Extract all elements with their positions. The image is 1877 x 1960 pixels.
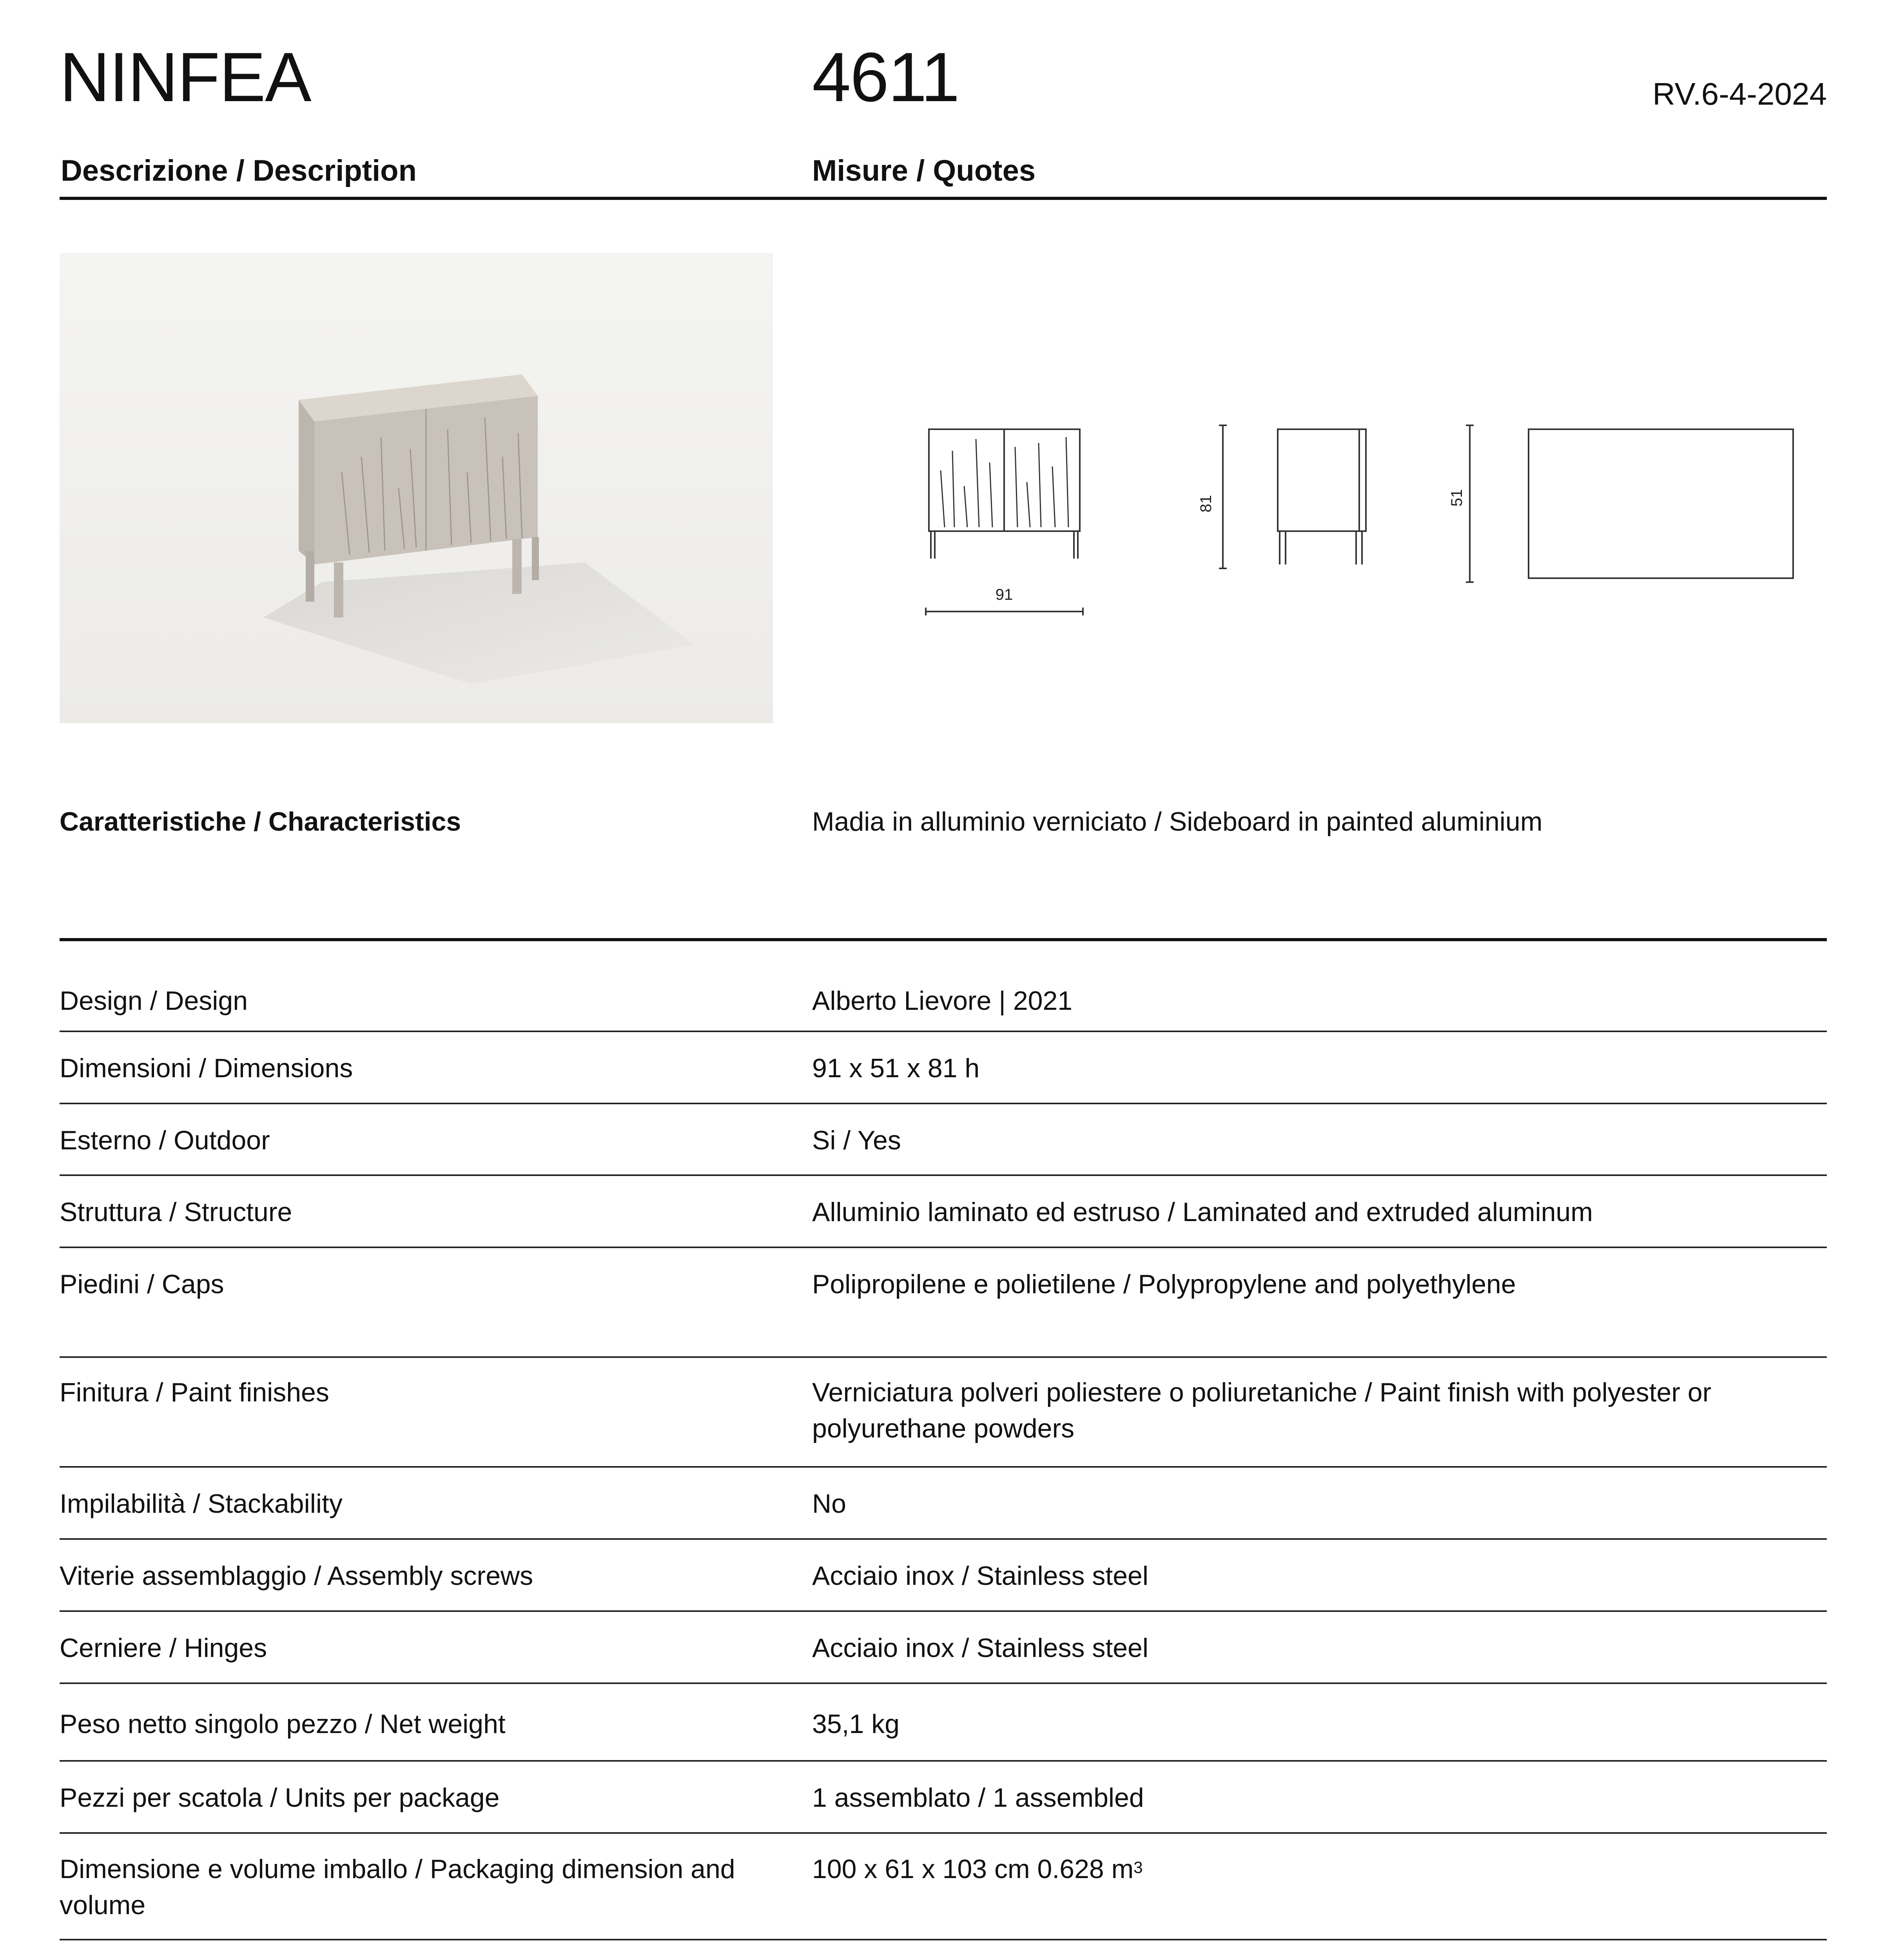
spec-row-structure [60, 1176, 1827, 1248]
spec-label: Finitura / Paint finishes [60, 1377, 329, 1407]
height-dimension-label: 81 [1197, 495, 1215, 513]
spec-row-packaging [60, 1834, 1827, 1940]
side-view [1219, 425, 1366, 568]
spec-row-design [60, 941, 1827, 1032]
spec-value: Alberto Lievore | 2021 [812, 986, 1073, 1016]
spec-row-caps [60, 1248, 1827, 1358]
spec-value: Verniciatura polveri poliestere o poliuretaniche / Paint finish with polyester or polyurethane powders [812, 1377, 1712, 1443]
spec-value: Acciaio inox / Stainless steel [812, 1633, 1148, 1663]
spec-value: Acciaio inox / Stainless steel [812, 1561, 1148, 1591]
measures-heading: Misure / Quotes [812, 154, 1036, 187]
spec-label: Piedini / Caps [60, 1269, 224, 1299]
header-divider [60, 197, 1827, 200]
technical-drawings [901, 400, 1815, 635]
spec-label: Esterno / Outdoor [60, 1125, 270, 1155]
spec-value: 1 assemblato / 1 assembled [812, 1783, 1144, 1813]
characteristics-divider [60, 938, 1827, 941]
sideboard-render [60, 253, 773, 723]
depth-dimension-label: 51 [1448, 489, 1465, 507]
spec-row-finishes [60, 1358, 1827, 1468]
spec-label: Dimensione e volume imballo / Packaging dimension and volume [60, 1854, 735, 1920]
spec-value: Polipropilene e polietilene / Polypropylene and polyethylene [812, 1269, 1516, 1299]
spec-label: Peso netto singolo pezzo / Net weight [60, 1709, 506, 1739]
spec-label: Design / Design [60, 986, 248, 1016]
top-view [1466, 425, 1793, 582]
product-name: NINFEA [60, 38, 311, 116]
product-photo [60, 253, 773, 723]
spec-value [812, 1851, 1815, 1887]
spec-value: Si / Yes [812, 1125, 901, 1155]
width-dimension-label: 91 [995, 586, 1013, 603]
description-heading: Descrizione / Description [61, 154, 417, 187]
spec-label: Cerniere / Hinges [60, 1633, 267, 1663]
spec-label: Pezzi per scatola / Units per package [60, 1783, 500, 1813]
spec-row-dimensions [60, 1032, 1827, 1104]
spec-label: Dimensioni / Dimensions [60, 1053, 353, 1083]
spec-label: Impilabilità / Stackability [60, 1489, 343, 1519]
spec-value: 91 x 51 x 81 h [812, 1053, 980, 1083]
spec-label: Viterie assemblaggio / Assembly screws [60, 1561, 533, 1591]
characteristics-value: Madia in alluminio verniciato / Sideboard in painted aluminium [812, 807, 1543, 837]
packaging-value-text: 100 x 61 x 103 cm 0.628 m [812, 1854, 1134, 1884]
spec-row-hinges [60, 1612, 1827, 1684]
spec-row-screws [60, 1540, 1827, 1612]
spec-row-units-per-package [60, 1762, 1827, 1834]
spec-value: Alluminio laminato ed estruso / Laminated and extruded aluminum [812, 1197, 1593, 1227]
spec-row-gross-weight [60, 1940, 1827, 1960]
product-code: 4611 [812, 38, 959, 116]
spec-row-net-weight [60, 1684, 1827, 1762]
spec-table [60, 941, 1827, 1960]
spec-label: Struttura / Structure [60, 1197, 292, 1227]
cubic-superscript: 3 [1133, 1858, 1143, 1877]
spec-value: 35,1 kg [812, 1709, 900, 1739]
spec-value: No [812, 1489, 846, 1519]
characteristics-label: Caratteristiche / Characteristics [60, 807, 461, 837]
spec-row-outdoor [60, 1104, 1827, 1176]
spec-row-stackability [60, 1468, 1827, 1540]
revision-label: RV.6-4-2024 [1652, 76, 1827, 111]
